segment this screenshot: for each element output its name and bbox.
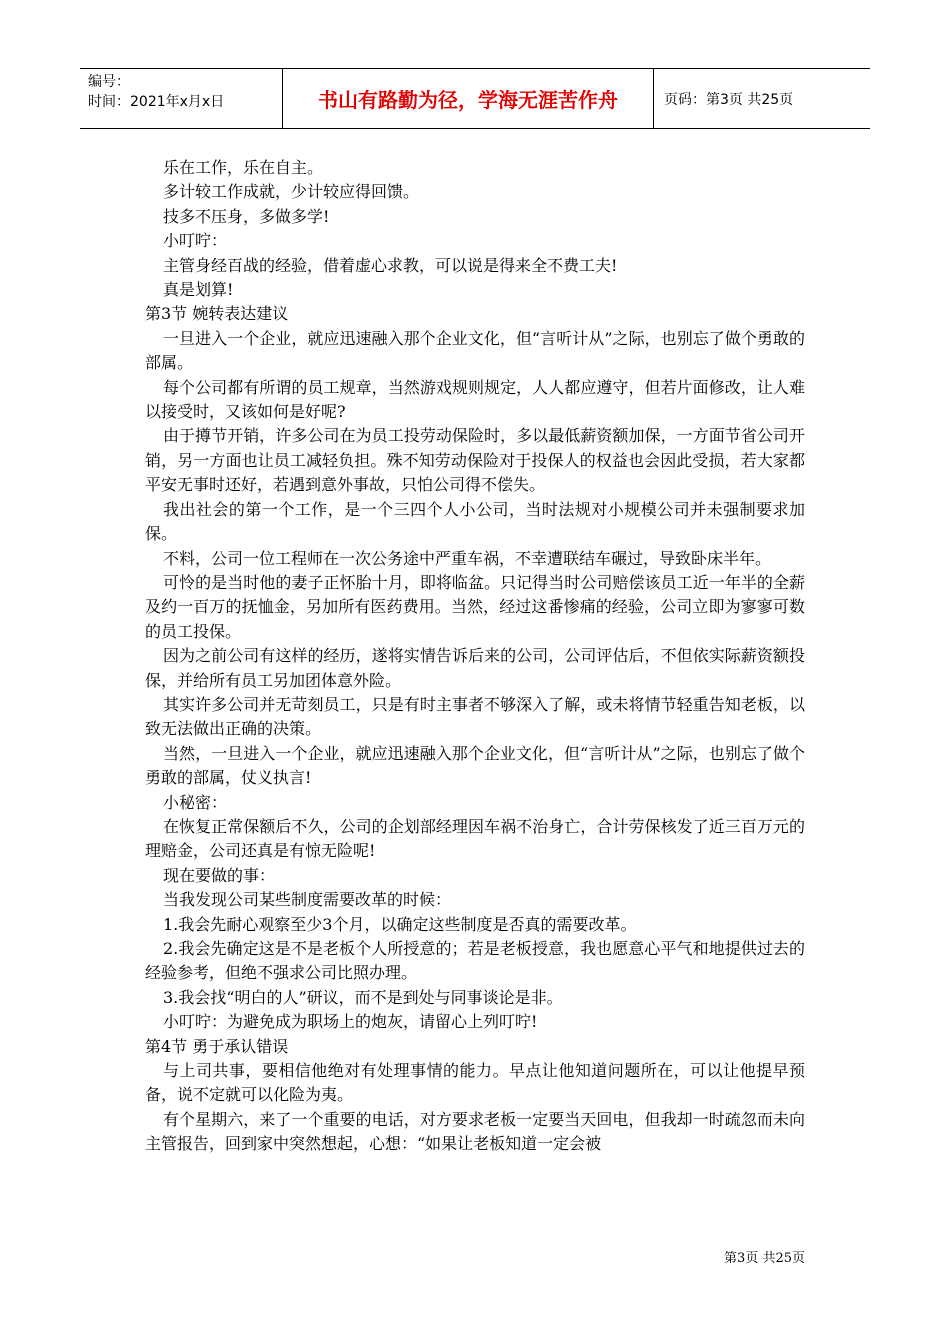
paragraph: 由于撙节开销，许多公司在为员工投劳动保险时，多以最低薪资额加保，一方面节省公司开销，另一方面也让员工减轻负担。殊不知劳动保险对于投保人的权益也会因此受损，若大家都平安无事时还好，若遇到意外事故，只怕公司得不偿失。 [145, 426, 805, 495]
paragraph: 小秘密： [163, 792, 228, 812]
page-header [80, 68, 870, 129]
paragraph: 可怜的是当时他的妻子正怀胎十月，即将临盆。只记得当时公司赔偿该员工近一年半的全薪及约一百万的抚恤金，另加所有医药费用。当然，经过这番惨痛的经验，公司立即为寥寥可数的员工投保。 [145, 572, 805, 641]
paragraph: 现在要做的事： [163, 865, 276, 885]
paragraph: 2.我会先确定这是不是老板个人所授意的；若是老板授意，我也愿意心平气和地提供过去的经验参考，但绝不强求公司比照办理。 [145, 939, 805, 983]
paragraph: 不料，公司一位工程师在一次公务途中严重车祸，不幸遭联结车碾过，导致卧床半年。 [163, 548, 772, 568]
paragraph: 多计较工作成就，少计较应得回馈。 [163, 182, 420, 202]
paragraph: 其实许多公司并无苛刻员工，只是有时主事者不够深入了解，或未将情节轻重告知老板，以致无法做出正确的决策。 [145, 694, 805, 739]
paragraph: 有个星期六，来了一个重要的电话，对方要求老板一定要当天回电，但我却一时疏忽而未向主管报告，回到家中突然想起，心想：“如果让老板知道一定会被 [145, 1109, 805, 1154]
paragraph: 主管身经百战的经验，借着虚心求教，可以说是得来全不费工夫! [163, 255, 618, 275]
section-heading: 第3节 婉转表达建议 [145, 304, 289, 324]
paragraph: 每个公司都有所谓的员工规章，当然游戏规则规定，人人都应遵守，但若片面修改，让人难以接受时，又该如何是好呢? [145, 377, 805, 422]
paragraph: 真是划算! [163, 280, 234, 300]
paragraph: 小叮咛： [163, 231, 228, 251]
paragraph: 当然，一旦进入一个企业，就应迅速融入那个企业文化，但“言听计从”之际，也别忘了做个勇敢的部属，仗义执言! [145, 743, 805, 788]
paragraph: 小叮咛：为避免成为职场上的炮灰，请留心上列叮咛! [163, 1012, 538, 1032]
paragraph: 技多不压身，多做多学! [163, 206, 330, 226]
document-number-label: 编号： [88, 74, 130, 90]
header-meta [80, 69, 283, 128]
document-date: 时间：2021年x月x日 [88, 94, 225, 110]
header-page-info: 页码：第3页 共25页 [664, 91, 794, 108]
paragraph: 在恢复正常保额后不久，公司的企划部经理因车祸不治身亡，合计劳保核发了近三百万元的理赔金，公司还真是有惊无险呢! [145, 816, 805, 861]
section-heading: 第4节 勇于承认错误 [145, 1036, 289, 1056]
paragraph: 乐在工作，乐在自主。 [163, 158, 324, 177]
paragraph: 一旦进入一个企业，就应迅速融入那个企业文化，但“言听计从”之际，也别忘了做个勇敢的部属。 [145, 328, 805, 373]
paragraph: 3.我会找“明白的人”研议，而不是到处与同事谈论是非。 [163, 987, 563, 1007]
paragraph: 1.我会先耐心观察至少3个月，以确定这些制度是否真的需要改革。 [163, 914, 637, 934]
paragraph: 与上司共事，要相信他绝对有处理事情的能力。早点让他知道问题所在，可以让他提早预备，说不定就可以化险为夷。 [145, 1061, 805, 1105]
header-motto: 书山有路勤为径，学海无涯苦作舟 [283, 69, 654, 128]
paragraph: 当我发现公司某些制度需要改革的时候： [163, 890, 452, 910]
paragraph: 我出社会的第一个工作，是一个三四个人小公司，当时法规对小规模公司并未强制要求加保。 [145, 499, 805, 544]
paragraph: 因为之前公司有这样的经历，遂将实情告诉后来的公司，公司评估后，不但依实际薪资额投保，并给所有员工另加团体意外险。 [145, 646, 805, 690]
page-footer: 第3页 共25页 [724, 1251, 805, 1266]
document-body [145, 156, 805, 1157]
